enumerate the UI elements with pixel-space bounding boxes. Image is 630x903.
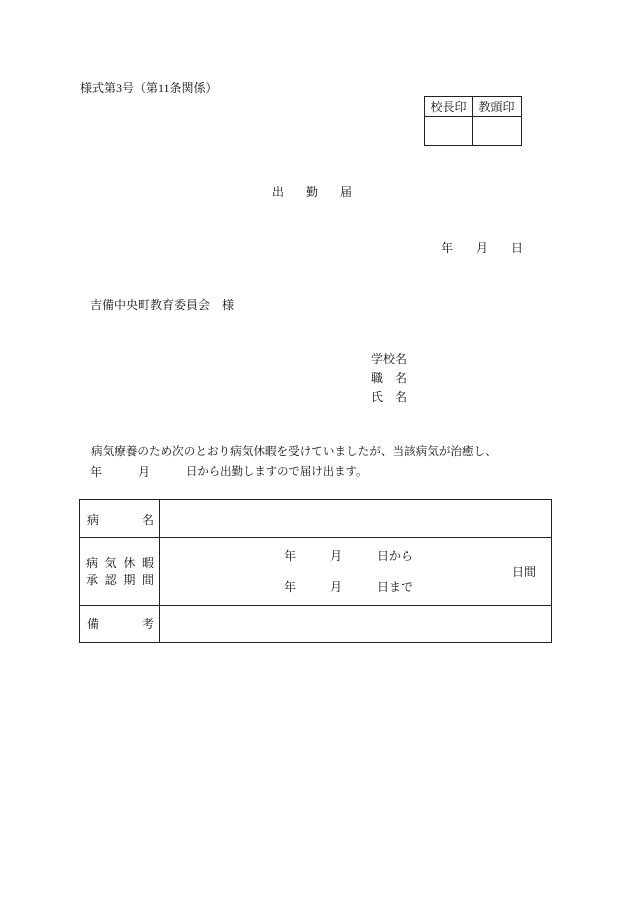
leave-days-label: 日間 <box>512 565 537 579</box>
leave-table <box>79 499 552 643</box>
leave-from-year: 年 <box>284 549 297 563</box>
date-year-label: 年 <box>441 241 454 255</box>
form-number: 様式第3号（第11条関係） <box>80 81 218 95</box>
remarks-value-cell <box>161 606 550 642</box>
leave-from-month: 月 <box>330 549 343 563</box>
leave-to-month: 月 <box>330 580 343 594</box>
school-name-label: 学校名 <box>371 352 408 366</box>
leave-label-char: 承 <box>86 573 99 587</box>
remarks-label-char: 考 <box>141 617 154 631</box>
leave-label-char: 認 <box>104 573 117 587</box>
body-line-2-month: 月 <box>138 465 151 479</box>
leave-to-day: 日まで <box>377 580 414 594</box>
leave-label-char: 病 <box>86 556 99 570</box>
remarks-label <box>87 618 154 630</box>
body-line-2-year: 年 <box>90 465 103 479</box>
vice-principal-stamp-cell <box>473 117 521 145</box>
leave-label-char: 暇 <box>141 556 154 570</box>
leave-label-char: 休 <box>123 556 136 570</box>
leave-to-year: 年 <box>284 580 297 594</box>
leave-period-label-line-2 <box>86 574 154 586</box>
principal-stamp-label: 校長印 <box>430 100 467 114</box>
vice-principal-stamp-label: 教頭印 <box>478 100 515 114</box>
date-month-label: 月 <box>476 241 489 255</box>
leave-label-char: 期 <box>123 573 136 587</box>
leave-period-label-line-1 <box>86 557 154 569</box>
body-line-1: 病気療養のため次のとおり病気休暇を受けていましたが、当該病気が治癒し、 <box>91 445 497 458</box>
leave-label-char: 間 <box>141 573 154 587</box>
illness-value-cell <box>161 500 550 537</box>
position-label: 職 名 <box>371 371 408 385</box>
addressee: 吉備中央町教育委員会 様 <box>90 298 235 312</box>
principal-stamp-cell <box>425 117 472 145</box>
illness-label <box>87 514 154 526</box>
stamp-box <box>424 96 522 146</box>
name-label: 氏 名 <box>371 390 408 404</box>
illness-label-char: 名 <box>141 513 154 527</box>
table-row-divider-1 <box>80 537 551 538</box>
remarks-label-char: 備 <box>87 617 100 631</box>
leave-from-day: 日から <box>377 549 414 563</box>
document-title: 出 勤 届 <box>272 185 358 199</box>
leave-label-char: 気 <box>104 556 117 570</box>
table-label-column-divider <box>159 500 160 642</box>
body-line-2-text: 日から出勤しますので届け出ます。 <box>186 466 368 478</box>
illness-label-char: 病 <box>87 513 100 527</box>
date-day-label: 日 <box>511 241 524 255</box>
